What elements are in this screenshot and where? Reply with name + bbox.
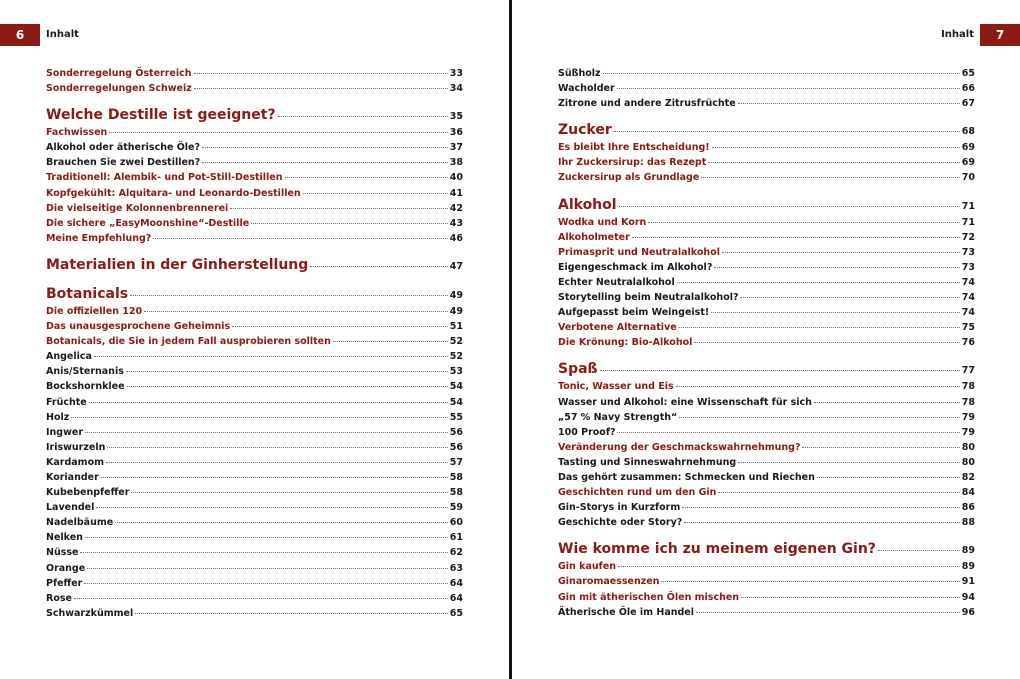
dot-leader: [618, 566, 960, 567]
toc-entry: [558, 260, 975, 275]
right-page: [512, 0, 1020, 679]
toc-page-number: 64: [449, 592, 463, 604]
dot-leader: [738, 462, 960, 463]
toc-entry: [558, 410, 975, 425]
toc-page-number: 52: [449, 351, 463, 363]
toc-page-number: 46: [449, 232, 463, 244]
dot-leader: [96, 507, 447, 508]
toc-chapter-heading: [46, 255, 463, 275]
running-head: Inhalt: [941, 29, 974, 40]
toc-page-number: 59: [449, 502, 463, 514]
toc-entry: [558, 305, 975, 320]
toc-entry: [558, 245, 975, 260]
toc-entry-title: Die sichere „EasyMoonshine“-Destille: [46, 217, 250, 229]
toc-page-number: 69: [961, 157, 975, 169]
toc-entry-title: Rose: [46, 592, 72, 604]
dot-leader: [617, 88, 960, 89]
dot-leader: [696, 612, 960, 613]
toc-entry-title: Kopfgekühlt: Alquitara- und Leonardo-Destillen: [46, 187, 301, 199]
toc-entry: [558, 605, 975, 620]
dot-leader: [648, 222, 959, 223]
toc-page-number: 64: [449, 577, 463, 589]
dot-leader: [878, 550, 960, 551]
toc-entry-title: Alkohol: [558, 196, 617, 213]
dot-leader: [202, 147, 448, 148]
toc-entry-title: Nadelbäume: [46, 517, 114, 529]
dot-leader: [676, 386, 960, 387]
toc-page-number: 76: [961, 337, 975, 349]
toc-entry: [46, 545, 463, 560]
toc-page-number: 82: [961, 471, 975, 483]
toc-entry: [46, 395, 463, 410]
dot-leader: [194, 73, 448, 74]
toc-chapter-heading: [46, 284, 463, 304]
dot-leader: [741, 597, 960, 598]
dot-leader: [71, 417, 448, 418]
toc-page-number: 84: [961, 487, 975, 499]
toc-entry-title: Meine Empfehlung?: [46, 232, 152, 244]
toc-entry: [558, 155, 975, 170]
toc-entry: [558, 275, 975, 290]
toc-entry-title: Süßholz: [558, 68, 601, 79]
toc-entry-title: Ihr Zuckersirup: das Rezept: [558, 157, 707, 169]
toc-entry: [46, 186, 463, 201]
toc-page-number: 55: [449, 411, 463, 423]
page-number-badge: 7: [980, 24, 1020, 46]
toc-entry: [558, 290, 975, 305]
toc-entry: [46, 216, 463, 231]
dot-leader: [614, 131, 960, 132]
dot-leader: [740, 297, 959, 298]
toc-page-number: 94: [961, 591, 975, 603]
dot-leader: [603, 73, 960, 74]
toc-page-number: 68: [961, 126, 975, 138]
dot-leader: [679, 417, 959, 418]
toc-page-number: 65: [961, 68, 975, 79]
toc-page-number: 96: [961, 606, 975, 618]
toc-entry-title: Veränderung der Geschmackswahrnehmung?: [558, 441, 801, 453]
toc-entry: [558, 515, 975, 530]
running-head: Inhalt: [46, 29, 79, 40]
dot-leader: [278, 116, 448, 117]
toc-entry: [558, 215, 975, 230]
toc-page-number: 77: [961, 365, 975, 377]
dot-leader: [677, 282, 960, 283]
toc-entry: [558, 440, 975, 455]
toc-entry: [46, 231, 463, 246]
toc-entry-title: Holz: [46, 411, 70, 423]
toc-entry-title: Zucker: [558, 122, 612, 139]
toc-page-number: 65: [449, 607, 463, 619]
toc-entry-title: Bockshornklee: [46, 381, 125, 393]
toc-entry-title: Geschichte oder Story?: [558, 517, 683, 529]
toc-entry-title: Alkohol oder ätherische Öle?: [46, 142, 200, 154]
toc-entry-title: Fachwissen: [46, 127, 108, 139]
toc-entry-title: Zitrone und andere Zitrusfrüchte: [558, 98, 736, 110]
toc-entry-title: Das unausgesprochene Geheimnis: [46, 321, 231, 333]
dot-leader: [619, 206, 960, 207]
toc-list: [558, 66, 975, 620]
toc-page-number: 42: [449, 202, 463, 214]
toc-page-number: 67: [961, 98, 975, 110]
toc-entry: [46, 576, 463, 591]
toc-entry-title: Ingwer: [46, 426, 84, 438]
toc-entry: [558, 379, 975, 394]
toc-entry: [46, 470, 463, 485]
toc-entry-title: Spaß: [558, 361, 598, 378]
toc-page-number: 47: [449, 260, 463, 272]
toc-entry-title: Gin kaufen: [558, 561, 616, 573]
toc-page-number: 62: [449, 547, 463, 559]
toc-page-number: 66: [961, 83, 975, 95]
toc-entry-title: Das gehört zusammen: Schmecken und Riechen: [558, 471, 815, 483]
toc-page-number: 41: [449, 187, 463, 199]
toc-entry: [46, 440, 463, 455]
dot-leader: [74, 598, 448, 599]
dot-leader: [232, 326, 448, 327]
dot-leader: [89, 402, 448, 403]
toc-entry-title: Verbotene Alternative: [558, 322, 677, 334]
toc-entry-title: Die Krönung: Bio-Alkohol: [558, 337, 693, 349]
dot-leader: [712, 147, 960, 148]
toc-entry: [558, 140, 975, 155]
toc-page-number: 63: [449, 562, 463, 574]
dot-leader: [144, 311, 448, 312]
dot-leader: [101, 477, 448, 478]
dot-leader: [738, 103, 960, 104]
dot-leader: [303, 193, 448, 194]
toc-entry: [558, 500, 975, 515]
toc-entry: [46, 364, 463, 379]
dot-leader: [708, 162, 959, 163]
toc-entry-title: Tasting und Sinneswahrnehmung: [558, 456, 737, 468]
toc-chapter-heading: [558, 120, 975, 140]
toc-entry: [558, 170, 975, 185]
dot-leader: [817, 477, 960, 478]
toc-page-number: 78: [961, 396, 975, 408]
page-number-badge: 6: [0, 24, 40, 46]
toc-page-number: 89: [961, 561, 975, 573]
toc-page-number: 53: [449, 366, 463, 378]
toc-entry: [46, 319, 463, 334]
toc-page-number: 34: [449, 83, 463, 95]
toc-entry: [558, 574, 975, 589]
toc-page-number: 71: [961, 200, 975, 212]
toc-page-number: 57: [449, 456, 463, 468]
toc-page-number: 72: [961, 231, 975, 243]
toc-page-number: 71: [961, 216, 975, 228]
dot-leader: [632, 237, 960, 238]
dot-leader: [701, 177, 959, 178]
toc-entry-title: Wodka und Korn: [558, 216, 647, 228]
toc-entry: [46, 140, 463, 155]
toc-entry-title: Nüsse: [46, 547, 79, 559]
dot-leader: [85, 432, 448, 433]
dot-leader: [814, 402, 960, 403]
dot-leader: [310, 266, 447, 267]
toc-entry-title: Alkoholmeter: [558, 231, 630, 243]
toc-entry-title: Storytelling beim Neutralalkohol?: [558, 292, 739, 304]
dot-leader: [679, 327, 960, 328]
toc-entry-title: Tonic, Wasser und Eis: [558, 381, 674, 393]
dot-leader: [722, 252, 960, 253]
dot-leader: [711, 312, 960, 313]
toc-entry: [46, 81, 463, 96]
toc-entry-title: Geschichten rund um den Gin: [558, 487, 717, 499]
toc-entry-title: Zuckersirup als Grundlage: [558, 172, 700, 184]
toc-page-number: 58: [449, 487, 463, 499]
toc-page-number: 80: [961, 441, 975, 453]
toc-entry-title: Welche Destille ist geeignet?: [46, 107, 276, 124]
toc-page-number: 54: [449, 381, 463, 393]
dot-leader: [802, 447, 959, 448]
toc-entry-title: Schwarzkümmel: [46, 607, 134, 619]
toc-entry-title: Die vielseitige Kolonnenbrennerei: [46, 202, 229, 214]
toc-entry-title: Gin mit ätherischen Ölen mischen: [558, 591, 740, 603]
toc-entry: [558, 485, 975, 500]
dot-leader: [600, 370, 960, 371]
toc-page-number: 70: [961, 172, 975, 184]
toc-entry-title: Echter Neutralalkohol: [558, 276, 675, 288]
toc-page-number: 58: [449, 471, 463, 483]
toc-page-number: 78: [961, 381, 975, 393]
toc-entry-title: „57 % Navy Strength“: [558, 411, 678, 423]
toc-entry-title: Wasser und Alkohol: eine Wissenschaft für sich: [558, 396, 812, 408]
dot-leader: [694, 342, 959, 343]
toc-entry-title: Traditionell: Alembik- und Pot-Still-Destillen: [46, 172, 283, 184]
toc-entry: [46, 125, 463, 140]
toc-page-number: 79: [961, 426, 975, 438]
dot-leader: [84, 583, 447, 584]
toc-page-number: 43: [449, 217, 463, 229]
toc-entry-title: Es bleibt Ihre Entscheidung!: [558, 142, 710, 154]
toc-page-number: 49: [449, 305, 463, 317]
toc-page-number: 80: [961, 456, 975, 468]
dot-leader: [333, 341, 448, 342]
dot-leader: [202, 162, 448, 163]
toc-page-number: 38: [449, 157, 463, 169]
dot-leader: [106, 462, 448, 463]
toc-entry: [558, 455, 975, 470]
toc-entry: [46, 530, 463, 545]
dot-leader: [127, 386, 448, 387]
toc-list: [46, 66, 463, 621]
toc-page-number: 88: [961, 517, 975, 529]
toc-page-number: 61: [449, 532, 463, 544]
toc-entry-title: Eigengeschmack im Alkohol?: [558, 261, 713, 273]
toc-entry: [46, 500, 463, 515]
dot-leader: [718, 492, 959, 493]
dot-leader: [85, 537, 448, 538]
toc-entry-title: Gin-Storys in Kurzform: [558, 502, 681, 514]
toc-chapter-heading: [558, 195, 975, 215]
toc-entry: [46, 561, 463, 576]
dot-leader: [682, 507, 960, 508]
toc-entry: [46, 201, 463, 216]
toc-entry-title: Primasprit und Neutralalkohol: [558, 246, 720, 258]
dot-leader: [115, 522, 448, 523]
toc-page-number: 74: [961, 276, 975, 288]
toc-entry: [558, 335, 975, 350]
dot-leader: [94, 356, 448, 357]
toc-page-number: 79: [961, 411, 975, 423]
toc-entry: [46, 155, 463, 170]
toc-chapter-heading: [46, 105, 463, 125]
toc-entry-title: 100 Proof?: [558, 426, 616, 438]
toc-entry-title: Kubebenpfeffer: [46, 487, 130, 499]
toc-page-number: 91: [961, 576, 975, 588]
dot-leader: [194, 88, 448, 89]
toc-entry: [46, 410, 463, 425]
toc-entry: [558, 81, 975, 96]
toc-entry-title: Kardamom: [46, 456, 104, 468]
toc-page-number: 56: [449, 426, 463, 438]
toc-page-number: 86: [961, 502, 975, 514]
toc-entry-title: Ginaromaessenzen: [558, 576, 660, 588]
dot-leader: [109, 132, 447, 133]
toc-entry: [558, 96, 975, 111]
toc-page-number: 37: [449, 142, 463, 154]
toc-page-number: 73: [961, 261, 975, 273]
toc-entry-title: Botanicals: [46, 285, 129, 302]
toc-entry: [46, 379, 463, 394]
dot-leader: [107, 447, 447, 448]
toc-page-number: 52: [449, 336, 463, 348]
toc-entry: [558, 66, 975, 81]
toc-entry-title: Aufgepasst beim Weingeist!: [558, 307, 710, 319]
toc-entry: [46, 606, 463, 621]
toc-page-number: 69: [961, 142, 975, 154]
toc-page-number: 36: [449, 127, 463, 139]
toc-entry-title: Nelken: [46, 532, 83, 544]
toc-entry: [558, 425, 975, 440]
toc-entry: [46, 334, 463, 349]
toc-chapter-heading: [558, 539, 975, 559]
toc-entry-title: Iriswurzeln: [46, 441, 106, 453]
toc-entry-title: Sonderregelung Österreich: [46, 68, 192, 79]
toc-entry: [46, 515, 463, 530]
toc-entry: [46, 66, 463, 81]
dot-leader: [684, 522, 959, 523]
dot-leader: [80, 552, 447, 553]
toc-entry-title: Die offiziellen 120: [46, 305, 143, 317]
toc-entry-title: Anis/Sternanis: [46, 366, 124, 378]
toc-page-number: 89: [961, 545, 975, 557]
toc-entry: [558, 559, 975, 574]
dot-leader: [661, 581, 959, 582]
toc-entry-title: Botanicals, die Sie in jedem Fall ausprobieren sollten: [46, 336, 331, 348]
dot-leader: [135, 613, 448, 614]
left-page: [0, 0, 509, 679]
dot-leader: [617, 432, 959, 433]
toc-entry-title: Koriander: [46, 471, 99, 483]
toc-entry-title: Sonderregelungen Schweiz: [46, 83, 192, 95]
toc-page-number: 49: [449, 289, 463, 301]
toc-entry-title: Wie komme ich zu meinem eigenen Gin?: [558, 541, 876, 558]
toc-chapter-heading: [558, 359, 975, 379]
toc-page-number: 75: [961, 322, 975, 334]
dot-leader: [714, 267, 959, 268]
toc-entry: [46, 425, 463, 440]
toc-entry: [46, 349, 463, 364]
toc-entry-title: Ätherische Öle im Handel: [558, 606, 695, 618]
toc-entry: [558, 230, 975, 245]
toc-page-number: 54: [449, 396, 463, 408]
toc-entry: [558, 320, 975, 335]
toc-page-number: 35: [449, 111, 463, 123]
toc-page-number: 51: [449, 321, 463, 333]
dot-leader: [126, 371, 448, 372]
dot-leader: [285, 177, 448, 178]
toc-page-number: 74: [961, 307, 975, 319]
toc-entry: [46, 485, 463, 500]
toc-page-number: 73: [961, 246, 975, 258]
toc-page-number: 74: [961, 292, 975, 304]
toc-entry: [558, 590, 975, 605]
toc-entry: [46, 591, 463, 606]
toc-page-number: 60: [449, 517, 463, 529]
toc-entry-title: Lavendel: [46, 502, 95, 514]
toc-entry-title: Brauchen Sie zwei Destillen?: [46, 157, 201, 169]
toc-entry-title: Pfeffer: [46, 577, 83, 589]
dot-leader: [130, 295, 448, 296]
dot-leader: [131, 492, 447, 493]
toc-entry: [46, 455, 463, 470]
dot-leader: [230, 208, 448, 209]
toc-page-number: 56: [449, 441, 463, 453]
toc-page-number: 40: [449, 172, 463, 184]
toc-page-number: 33: [449, 68, 463, 79]
dot-leader: [153, 238, 447, 239]
toc-entry-title: Früchte: [46, 396, 87, 408]
toc-entry-title: Materialien in der Ginherstellung: [46, 256, 309, 273]
toc-entry-title: Wacholder: [558, 83, 615, 95]
toc-entry: [46, 170, 463, 185]
toc-entry: [558, 470, 975, 485]
toc-entry-title: Angelica: [46, 351, 92, 363]
toc-entry: [46, 304, 463, 319]
toc-entry-title: Orange: [46, 562, 86, 574]
dot-leader: [87, 568, 448, 569]
toc-entry: [558, 395, 975, 410]
dot-leader: [251, 223, 448, 224]
